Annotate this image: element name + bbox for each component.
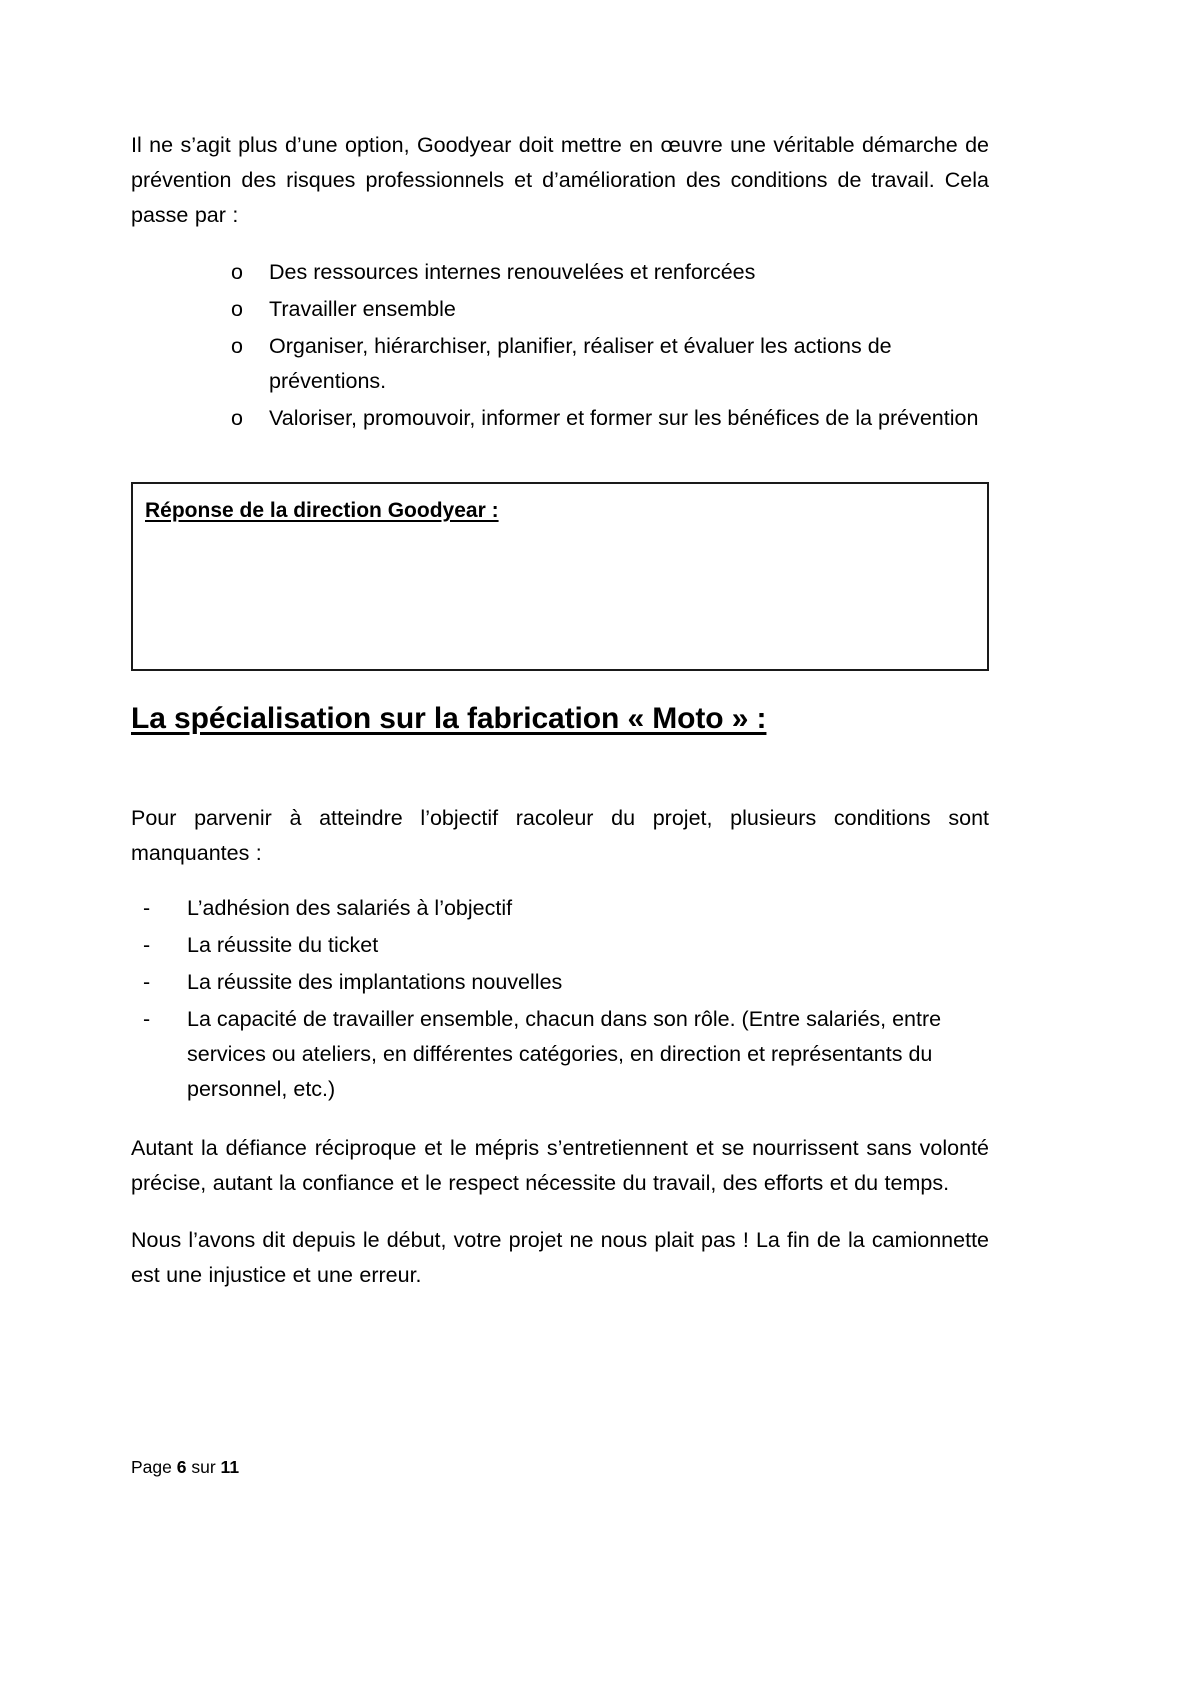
list-item-text: Travailler ensemble <box>269 297 456 321</box>
list-item <box>231 292 989 327</box>
circle-bullet-icon: o <box>231 297 243 321</box>
closing-paragraph: Nous l’avons dit depuis le début, votre projet ne nous plait pas ! La fin de la camionnette est une injustice et une erreur. <box>131 1228 989 1287</box>
list-item <box>143 965 989 1000</box>
spacer <box>131 1109 989 1131</box>
intro-paragraph: Il ne s’agit plus d’une option, Goodyear doit mettre en œuvre une véritable démarche de prévention des risques professionnels et d’amélioration des conditions de travail. Cela passe par : <box>131 133 989 227</box>
footer-of-label: sur <box>191 1457 216 1477</box>
list-item-text: La capacité de travailler ensemble, chacun dans son rôle. (Entre salariés, entre services ou ateliers, en différentes catégories, en direction et représentants du personnel, etc.) <box>187 1007 942 1101</box>
footer-page-label: Page <box>131 1457 172 1477</box>
list-item <box>231 401 989 436</box>
list-item <box>143 891 989 926</box>
circle-bullet-icon: o <box>231 406 243 430</box>
circle-bullet-icon: o <box>231 260 243 284</box>
spacer <box>131 1201 989 1223</box>
dash-bullet-icon: - <box>143 1007 151 1031</box>
list-item-text: Valoriser, promouvoir, informer et former sur les bénéfices de la prévention <box>269 406 979 430</box>
document-body <box>131 128 989 1293</box>
footer-page-number: 6 <box>176 1457 187 1477</box>
list-item <box>231 255 989 290</box>
trust-paragraph: Autant la défiance réciproque et le mépris s’entretiennent et se nourrissent sans volonté précise, autant la confiance et le respect nécessite du travail, des efforts et du temps. <box>131 1136 989 1195</box>
dash-bullet-icon: - <box>143 896 151 920</box>
list-item <box>143 1002 989 1107</box>
response-box <box>131 482 989 671</box>
list-item-text: La réussite du ticket <box>187 933 379 957</box>
list-item-text: L’adhésion des salariés à l’objectif <box>187 896 513 920</box>
dash-bullet-icon: - <box>143 970 151 994</box>
list-item-text: Des ressources internes renouvelées et renforcées <box>269 260 756 284</box>
dash-bullet-icon: - <box>143 933 151 957</box>
list-item-text: La réussite des implantations nouvelles <box>187 970 563 994</box>
list-item <box>143 928 989 963</box>
objective-paragraph: Pour parvenir à atteindre l’objectif racoleur du projet, plusieurs conditions sont manquantes : <box>131 806 989 865</box>
circle-bullet-icon: o <box>231 334 243 358</box>
missing-conditions-list <box>131 891 989 1107</box>
list-item-text: Organiser, hiérarchiser, planifier, réaliser et évaluer les actions de préventions. <box>269 334 892 393</box>
section-heading: La spécialisation sur la fabrication « Moto » : <box>131 702 767 735</box>
response-box-title: Réponse de la direction Goodyear : <box>145 499 499 522</box>
spacer <box>131 741 989 801</box>
footer-total-pages: 11 <box>220 1457 240 1477</box>
list-item <box>231 329 989 399</box>
conditions-list <box>131 255 989 436</box>
page-footer <box>131 1455 239 1479</box>
